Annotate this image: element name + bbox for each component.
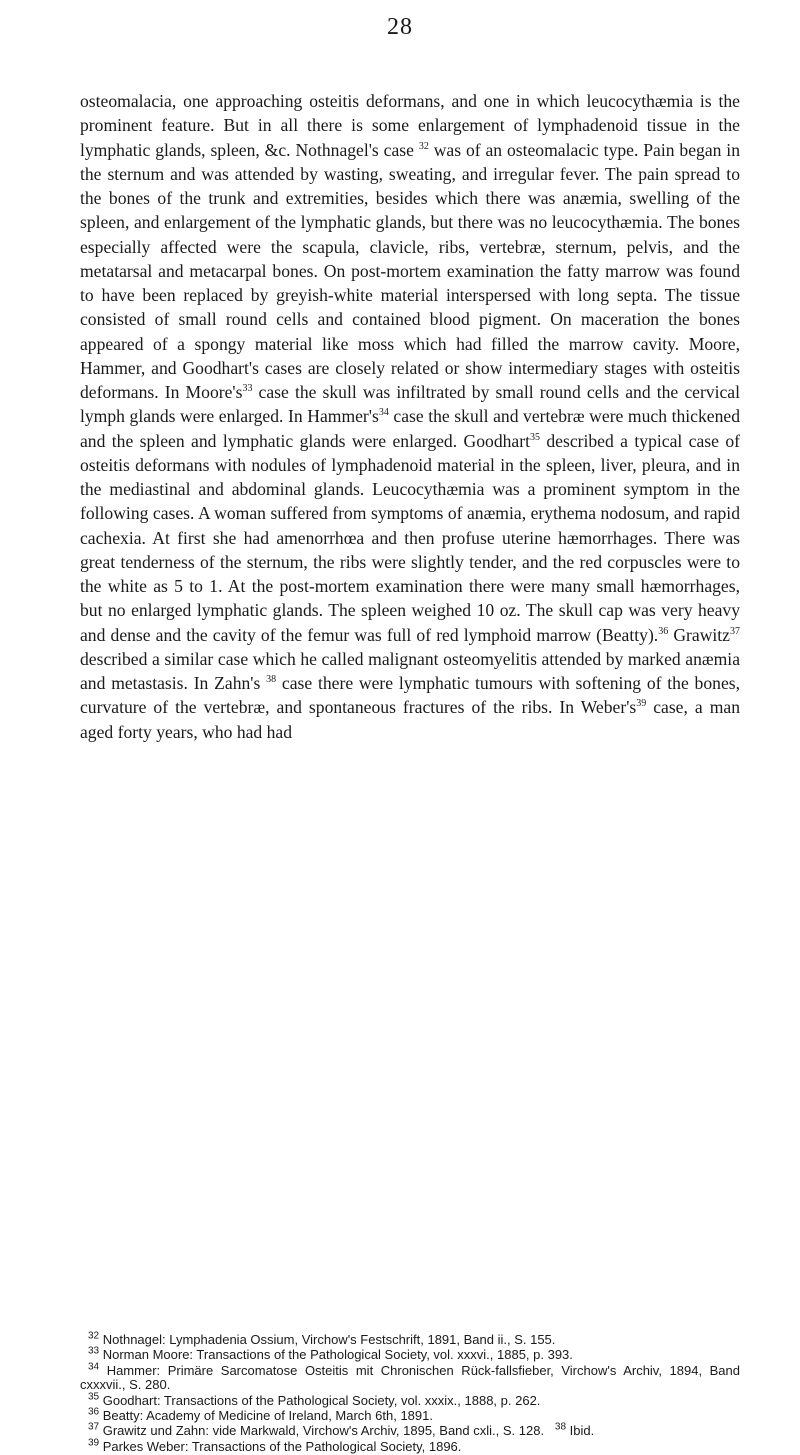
footnote (80, 1361, 740, 1393)
footnote-ref: 36 (658, 625, 669, 637)
body-text-segment: described a typical case of osteitis deformans with nodules of lymphadenoid material in the spleen, liver, pleura, and in the mediastinal and abdominal glands. Leucocythæmia was a prominent symptom in the following cases. A woman suffered from symptoms of anæmia, erythema nodosum, and rapid cachexia. At first she had amenorrhœa and then profuse uterine hæmorrhages. There was great tenderness of the sternum, the ribs were slightly tender, and the red corpuscles were to the white as 5 to 1. At the post-mortem examination there were many small hæmorrhages, but no enlarged lymphatic glands. The spleen weighed 10 oz. The skull cap was very heavy and dense and the cavity of the femur was full of red lymphoid marrow (Beatty). (80, 430, 740, 645)
body-paragraph (80, 89, 740, 744)
footnote (80, 1406, 740, 1424)
footnote (80, 1391, 740, 1408)
footnote (80, 1437, 740, 1454)
footnote-text: Hammer: Primäre Sarcomatose Osteitis mit Chronischen Rück-fallsfieber, Virchow's Archiv, 1894, Band cxxxvii., S. 280. (80, 1362, 740, 1393)
body-text-segment: osteomalacia, one approaching osteitis deformans, and one in which leucocythæmia is the prominent feature. But in all there is some enlargement of lymphadenoid tissue in the lymphatic glands, spleen, &c. Nothnagel's case (80, 91, 740, 160)
footnote-number: 36 (88, 1406, 100, 1418)
footnote-text: Beatty: Academy of Medicine of Ireland, March 6th, 1891. (99, 1408, 433, 1424)
footnote-number: 35 (88, 1391, 100, 1403)
footnote-number: 32 (88, 1330, 100, 1342)
footnote (80, 1330, 740, 1347)
footnotes (80, 1330, 740, 1455)
footnote-number: 39 (88, 1437, 100, 1449)
footnote-ref: 39 (636, 698, 647, 710)
footnote-text: Norman Moore: Transactions of the Pathological Society, vol. xxxvi., 1885, p. 393. (99, 1347, 573, 1363)
body-text-segment: case the skull and vertebræ were much thickened and the spleen and lymphatic glands were enlarged. Goodhart (80, 406, 740, 451)
footnote-text: Goodhart: Transactions of the Pathological Society, vol. xxxix., 1888, p. 262. (99, 1392, 541, 1408)
footnote-number: 37 (88, 1422, 100, 1434)
footnote-text: Ibid. (566, 1423, 595, 1439)
footnote-number: 38 (554, 1422, 567, 1434)
footnote (80, 1348, 740, 1362)
page-number: 28 (387, 14, 413, 40)
footnote-text: Grawitz und Zahn: vide Markwald, Virchow's Archiv, 1895, Band cxli., S. 128. (99, 1423, 545, 1439)
footnote-ref: 37 (729, 625, 740, 637)
footnote-ref: 34 (378, 407, 389, 419)
body-text-segment: Grawitz (668, 624, 730, 645)
footnote-ref: 32 (418, 140, 429, 152)
footnote (80, 1424, 740, 1438)
footnote-text: Nothnagel: Lymphadenia Ossium, Virchow's Festschrift, 1891, Band ii., S. 155. (99, 1332, 556, 1347)
footnote-ref: 35 (529, 431, 540, 443)
footnote-number: 34 (88, 1361, 100, 1373)
body-text-segment: described a similar case which he called malignant osteomyelitis attended by marked anæmia and metastasis. In Zahn's (80, 648, 740, 693)
footnote-text: Parkes Weber: Transactions of the Pathological Society, 1896. (99, 1438, 462, 1454)
body-text-segment: case the skull was infiltrated by small round cells and the cervical lymph glands were enlarged. In Hammer's (80, 382, 741, 427)
footnote-ref: 38 (266, 674, 277, 686)
footnote-number: 33 (88, 1346, 100, 1358)
footnote-ref: 33 (242, 383, 253, 395)
body-text-segment: case, a man aged forty years, who had had (80, 697, 740, 742)
body-text-segment: was of an osteomalacic type. Pain began in the sternum and was attended by wasting, sweating, and irregular fever. The pain spread to the bones of the trunk and extremities, besides which there was anæmia, swelling of the spleen, and enlargement of the lymphatic glands, but there was no leucocythæmia. The bones especially affected were the scapula, clavicle, ribs, vertebræ, sternum, pelvis, and the metatarsal and metacarpal bones. On post-mortem examination the fatty marrow was found to have been replaced by greyish-white material interspersed with long septa. The tissue consisted of small round cells and contained blood pigment. On maceration the bones appeared of a spongy material like moss which had filled the marrow cavity. Moore, Hammer, and Goodhart's cases are closely related or show intermediary stages with osteitis deformans. In Moore's (80, 139, 740, 402)
body-text-segment: case there were lymphatic tumours with softening of the bones, curvature of the vertebræ, and spontaneous fractures of the ribs. In Weber's (80, 673, 740, 718)
